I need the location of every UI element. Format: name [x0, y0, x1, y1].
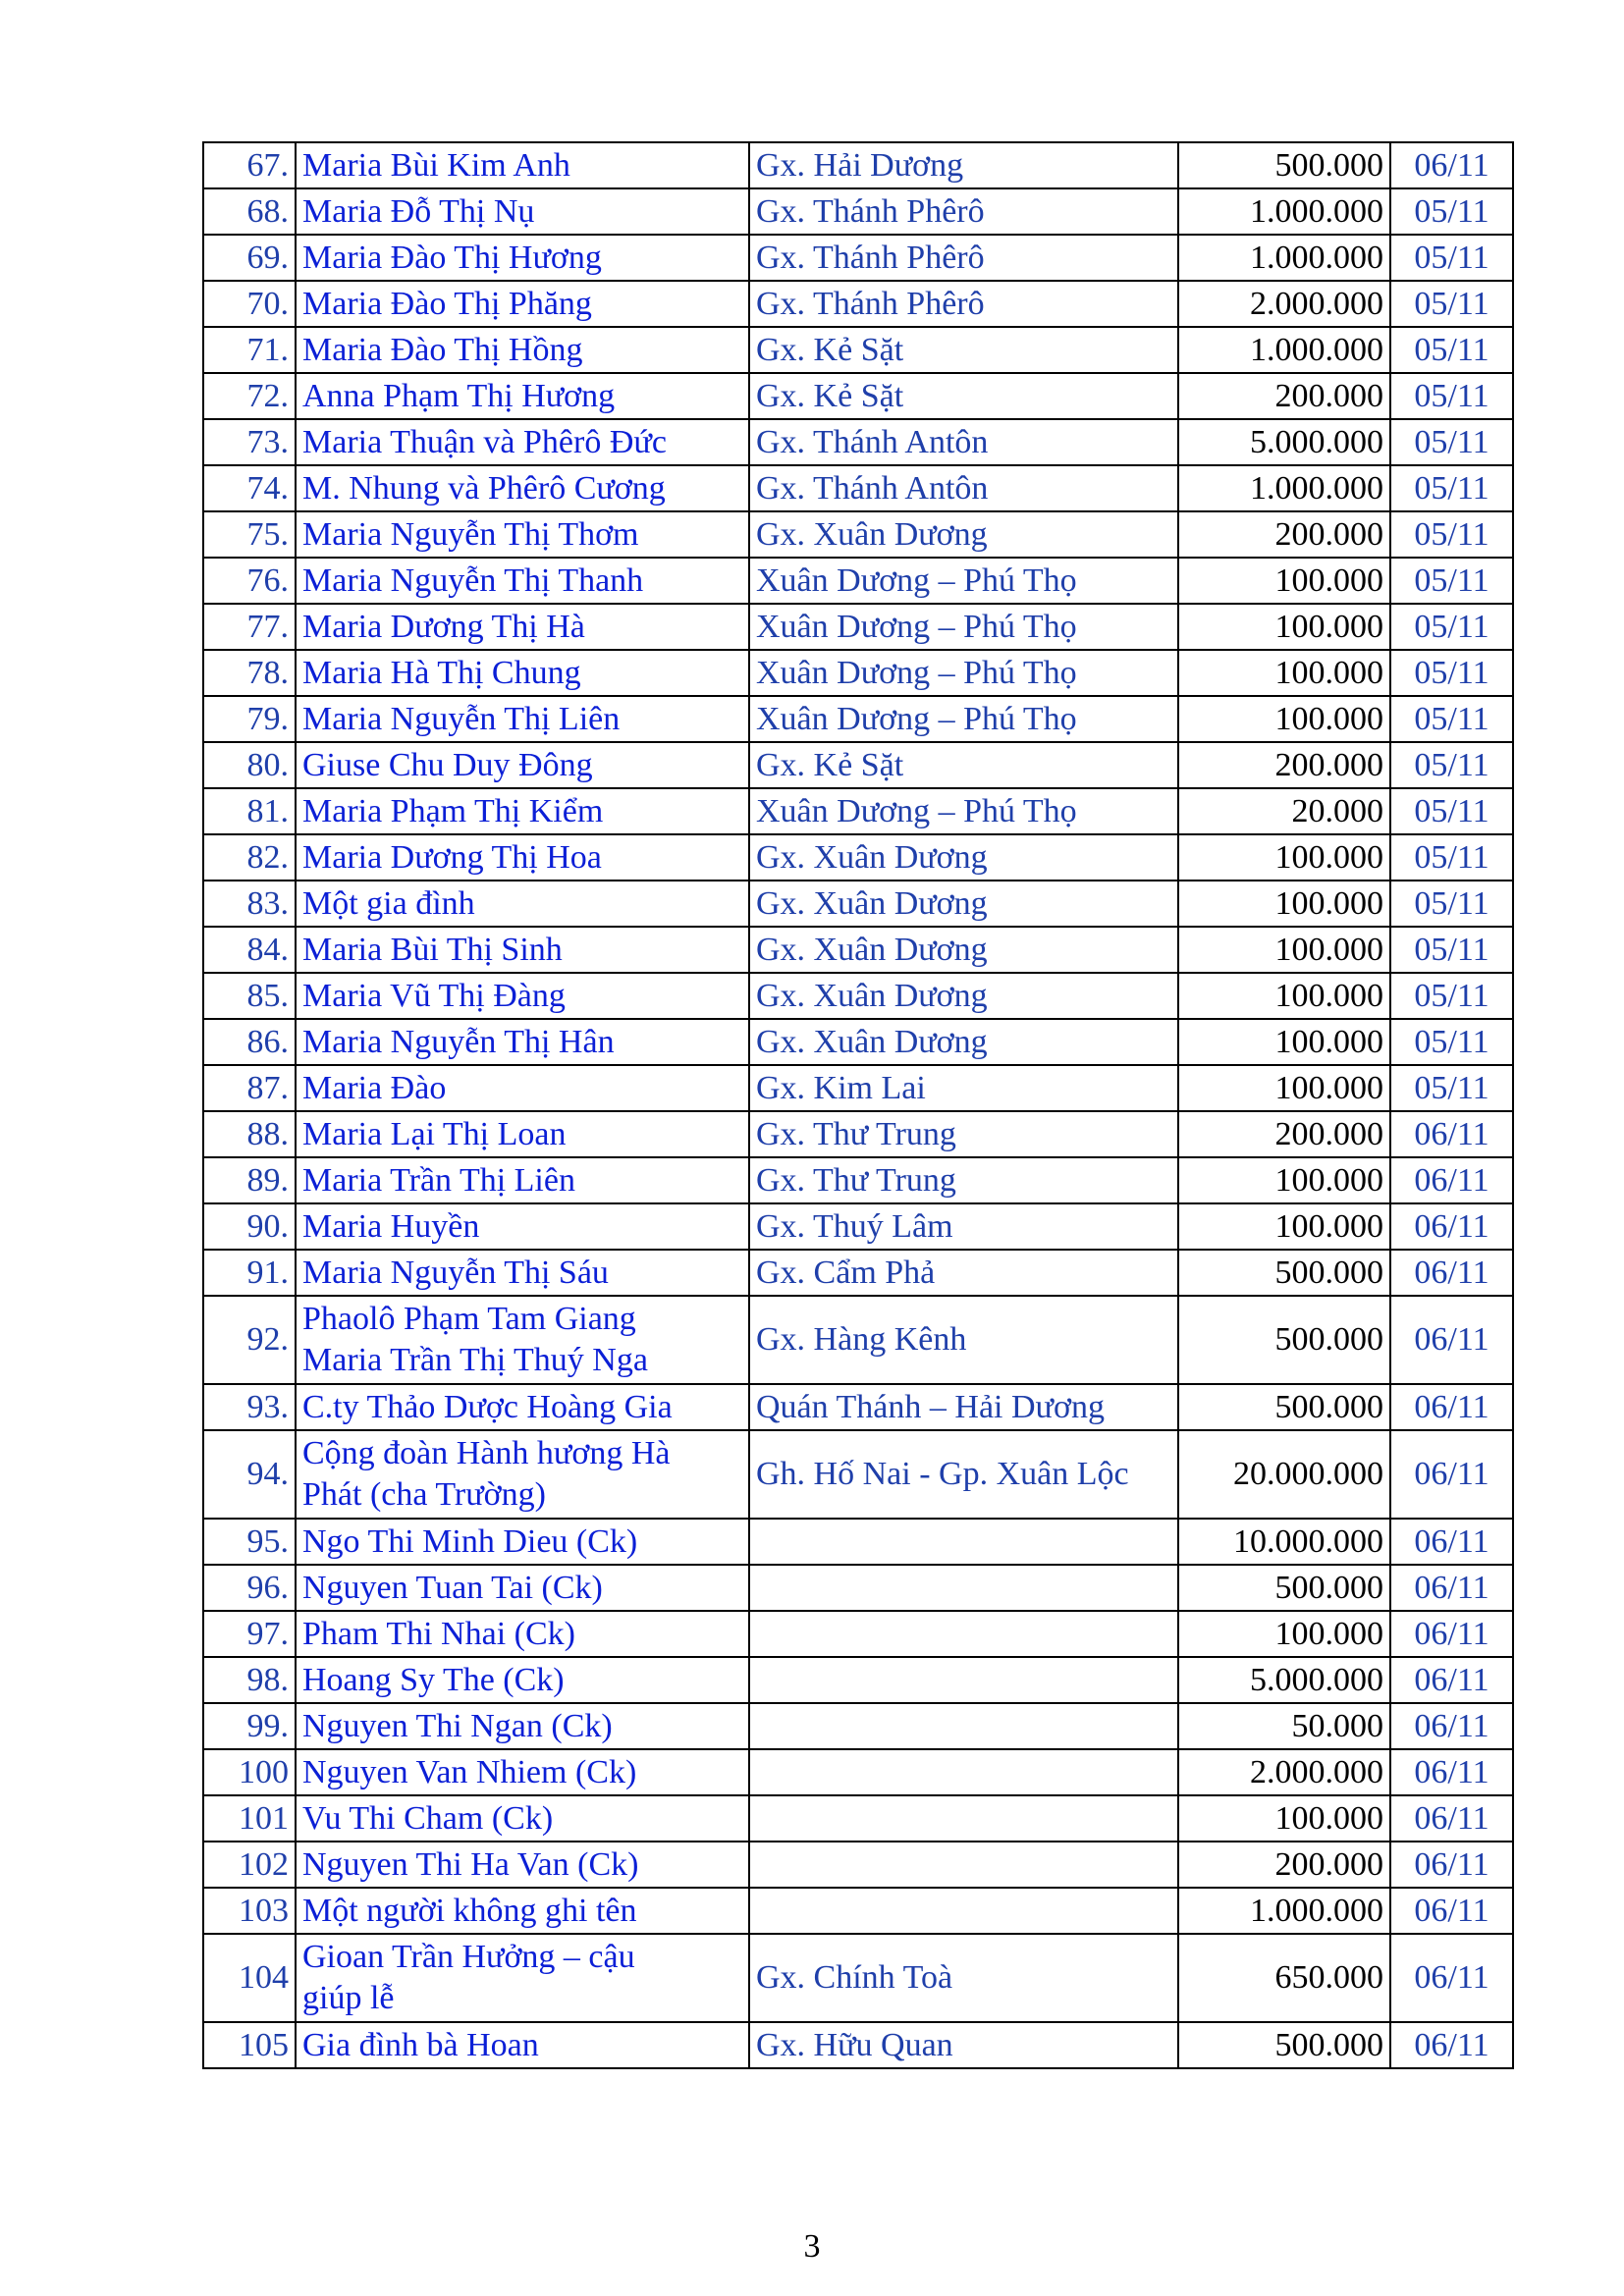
parish-cell: Xuân Dương – Phú Thọ: [749, 558, 1178, 604]
amount-cell: 100.000: [1178, 1157, 1390, 1203]
row-number-cell: 91.: [203, 1250, 296, 1296]
table-row: [203, 973, 1513, 1019]
amount-cell: 100.000: [1178, 1019, 1390, 1065]
table-row: [203, 511, 1513, 558]
parish-cell: Gx. Xuân Dương: [749, 511, 1178, 558]
date-cell: 05/11: [1390, 558, 1513, 604]
donor-name-cell: [296, 1430, 749, 1519]
row-number-cell: 101: [203, 1795, 296, 1842]
parish-cell: Gx. Xuân Dương: [749, 927, 1178, 973]
donor-name-cell: Maria Hà Thị Chung: [296, 650, 749, 696]
donor-name-line: Cộng đoàn Hành hương Hà: [302, 1435, 671, 1471]
row-number-cell: 72.: [203, 373, 296, 419]
donor-name-cell: C.ty Thảo Dược Hoàng Gia: [296, 1384, 749, 1430]
date-cell: 06/11: [1390, 1296, 1513, 1384]
date-cell: 06/11: [1390, 1430, 1513, 1519]
table-row: [203, 419, 1513, 465]
donor-name-cell: Pham Thi Nhai (Ck): [296, 1611, 749, 1657]
parish-cell: Gx. Kim Lai: [749, 1065, 1178, 1111]
date-cell: 06/11: [1390, 1703, 1513, 1749]
row-number-cell: 84.: [203, 927, 296, 973]
table-row: [203, 2022, 1513, 2068]
parish-cell: Gx. Xuân Dương: [749, 1019, 1178, 1065]
parish-cell: [749, 1703, 1178, 1749]
table-row: [203, 1296, 1513, 1384]
donor-name-cell: Vu Thi Cham (Ck): [296, 1795, 749, 1842]
donor-name-cell: Maria Lại Thị Loan: [296, 1111, 749, 1157]
amount-cell: 100.000: [1178, 1065, 1390, 1111]
table-row: [203, 1519, 1513, 1565]
amount-cell: 1.000.000: [1178, 1888, 1390, 1934]
row-number-cell: 71.: [203, 327, 296, 373]
page-number: 3: [803, 2228, 821, 2265]
table-row: [203, 650, 1513, 696]
row-number-cell: 88.: [203, 1111, 296, 1157]
parish-cell: [749, 1657, 1178, 1703]
table-row: [203, 1934, 1513, 2022]
date-cell: 06/11: [1390, 1384, 1513, 1430]
donor-name-cell: Maria Dương Thị Hoa: [296, 834, 749, 881]
parish-cell: Xuân Dương – Phú Thọ: [749, 650, 1178, 696]
row-number-cell: 97.: [203, 1611, 296, 1657]
table-row: [203, 1888, 1513, 1934]
amount-cell: 100.000: [1178, 834, 1390, 881]
parish-cell: Gx. Thánh Phêrô: [749, 188, 1178, 235]
table-row: [203, 1250, 1513, 1296]
row-number-cell: 102: [203, 1842, 296, 1888]
date-cell: 05/11: [1390, 327, 1513, 373]
parish-cell: Gx. Cẩm Phả: [749, 1250, 1178, 1296]
donor-name-cell: [296, 1934, 749, 2022]
row-number-cell: 95.: [203, 1519, 296, 1565]
parish-cell: Gx. Xuân Dương: [749, 973, 1178, 1019]
table-row: [203, 1065, 1513, 1111]
donor-name-cell: Maria Phạm Thị Kiểm: [296, 788, 749, 834]
parish-cell: Gx. Xuân Dương: [749, 834, 1178, 881]
date-cell: 06/11: [1390, 1842, 1513, 1888]
table-row: [203, 1430, 1513, 1519]
table-row: [203, 1611, 1513, 1657]
donor-name-cell: Maria Nguyễn Thị Sáu: [296, 1250, 749, 1296]
date-cell: 05/11: [1390, 373, 1513, 419]
row-number-cell: 82.: [203, 834, 296, 881]
amount-cell: 500.000: [1178, 1565, 1390, 1611]
table-row: [203, 188, 1513, 235]
donor-name-cell: Maria Huyền: [296, 1203, 749, 1250]
donor-name-line: Phát (cha Trường): [302, 1476, 546, 1513]
parish-cell: Gh. Hố Nai - Gp. Xuân Lộc: [749, 1430, 1178, 1519]
table-row: [203, 558, 1513, 604]
parish-cell: Gx. Xuân Dương: [749, 881, 1178, 927]
donor-name-cell: Giuse Chu Duy Đông: [296, 742, 749, 788]
row-number-cell: 75.: [203, 511, 296, 558]
table-row: [203, 1203, 1513, 1250]
amount-cell: 200.000: [1178, 511, 1390, 558]
date-cell: 05/11: [1390, 834, 1513, 881]
date-cell: 05/11: [1390, 188, 1513, 235]
amount-cell: 50.000: [1178, 1703, 1390, 1749]
table-row: [203, 235, 1513, 281]
parish-cell: [749, 1611, 1178, 1657]
amount-cell: 500.000: [1178, 1250, 1390, 1296]
donor-name-cell: [296, 1296, 749, 1384]
donor-name-cell: Maria Bùi Thị Sinh: [296, 927, 749, 973]
amount-cell: 100.000: [1178, 927, 1390, 973]
row-number-cell: 104: [203, 1934, 296, 2022]
amount-cell: 200.000: [1178, 742, 1390, 788]
amount-cell: 100.000: [1178, 1611, 1390, 1657]
parish-cell: Gx. Thánh Phêrô: [749, 281, 1178, 327]
amount-cell: 1.000.000: [1178, 188, 1390, 235]
parish-cell: [749, 1565, 1178, 1611]
donor-name-cell: Maria Dương Thị Hà: [296, 604, 749, 650]
parish-cell: Gx. Hữu Quan: [749, 2022, 1178, 2068]
parish-cell: Gx. Kẻ Sặt: [749, 373, 1178, 419]
donor-name-cell: Maria Đào Thị Phăng: [296, 281, 749, 327]
amount-cell: 200.000: [1178, 373, 1390, 419]
table-row: [203, 927, 1513, 973]
amount-cell: 5.000.000: [1178, 1657, 1390, 1703]
date-cell: 05/11: [1390, 511, 1513, 558]
amount-cell: 100.000: [1178, 1795, 1390, 1842]
parish-cell: Xuân Dương – Phú Thọ: [749, 696, 1178, 742]
date-cell: 06/11: [1390, 1203, 1513, 1250]
parish-cell: Gx. Kẻ Sặt: [749, 327, 1178, 373]
date-cell: 05/11: [1390, 1019, 1513, 1065]
date-cell: 06/11: [1390, 1250, 1513, 1296]
date-cell: 05/11: [1390, 650, 1513, 696]
date-cell: 06/11: [1390, 1888, 1513, 1934]
date-cell: 06/11: [1390, 1111, 1513, 1157]
amount-cell: 500.000: [1178, 2022, 1390, 2068]
date-cell: 06/11: [1390, 1611, 1513, 1657]
amount-cell: 100.000: [1178, 696, 1390, 742]
row-number-cell: 100: [203, 1749, 296, 1795]
parish-cell: Gx. Thuý Lâm: [749, 1203, 1178, 1250]
date-cell: 05/11: [1390, 973, 1513, 1019]
parish-cell: Gx. Thư Trung: [749, 1111, 1178, 1157]
row-number-cell: 103: [203, 1888, 296, 1934]
date-cell: 05/11: [1390, 604, 1513, 650]
donor-name-cell: Maria Đào: [296, 1065, 749, 1111]
parish-cell: Gx. Hải Dương: [749, 142, 1178, 188]
parish-cell: Xuân Dương – Phú Thọ: [749, 604, 1178, 650]
amount-cell: 10.000.000: [1178, 1519, 1390, 1565]
date-cell: 06/11: [1390, 1157, 1513, 1203]
parish-cell: Gx. Chính Toà: [749, 1934, 1178, 2022]
donor-name-line: giúp lễ: [302, 1980, 395, 2016]
donor-name-cell: Maria Nguyễn Thị Hân: [296, 1019, 749, 1065]
amount-cell: 2.000.000: [1178, 1749, 1390, 1795]
amount-cell: 2.000.000: [1178, 281, 1390, 327]
row-number-cell: 94.: [203, 1430, 296, 1519]
date-cell: 06/11: [1390, 1795, 1513, 1842]
donor-name-cell: Maria Nguyễn Thị Thơm: [296, 511, 749, 558]
parish-cell: [749, 1888, 1178, 1934]
amount-cell: 20.000.000: [1178, 1430, 1390, 1519]
donor-name-cell: Maria Đào Thị Hương: [296, 235, 749, 281]
row-number-cell: 79.: [203, 696, 296, 742]
row-number-cell: 78.: [203, 650, 296, 696]
donor-name-cell: Một người không ghi tên: [296, 1888, 749, 1934]
date-cell: 06/11: [1390, 1565, 1513, 1611]
table-row: [203, 1749, 1513, 1795]
parish-cell: Gx. Kẻ Sặt: [749, 742, 1178, 788]
donor-name-cell: Maria Trần Thị Liên: [296, 1157, 749, 1203]
row-number-cell: 67.: [203, 142, 296, 188]
donor-name-cell: M. Nhung và Phêrô Cương: [296, 465, 749, 511]
date-cell: 05/11: [1390, 742, 1513, 788]
donor-name-cell: Gia đình bà Hoan: [296, 2022, 749, 2068]
donation-table-body: [203, 142, 1513, 2068]
table-row: [203, 1842, 1513, 1888]
parish-cell: [749, 1795, 1178, 1842]
parish-cell: Xuân Dương – Phú Thọ: [749, 788, 1178, 834]
donor-name-cell: Nguyen Tuan Tai (Ck): [296, 1565, 749, 1611]
row-number-cell: 86.: [203, 1019, 296, 1065]
donor-name-cell: Maria Nguyễn Thị Liên: [296, 696, 749, 742]
table-row: [203, 788, 1513, 834]
row-number-cell: 105: [203, 2022, 296, 2068]
row-number-cell: 83.: [203, 881, 296, 927]
donor-name-cell: Maria Nguyễn Thị Thanh: [296, 558, 749, 604]
parish-cell: Gx. Thánh Antôn: [749, 419, 1178, 465]
donor-name-line: Gioan Trần Hưởng – cậu: [302, 1939, 635, 1975]
row-number-cell: 89.: [203, 1157, 296, 1203]
date-cell: 05/11: [1390, 1065, 1513, 1111]
table-row: [203, 142, 1513, 188]
amount-cell: 100.000: [1178, 881, 1390, 927]
table-row: [203, 696, 1513, 742]
row-number-cell: 73.: [203, 419, 296, 465]
parish-cell: Gx. Thánh Antôn: [749, 465, 1178, 511]
amount-cell: 500.000: [1178, 1296, 1390, 1384]
amount-cell: 1.000.000: [1178, 235, 1390, 281]
amount-cell: 500.000: [1178, 1384, 1390, 1430]
date-cell: 05/11: [1390, 235, 1513, 281]
parish-cell: [749, 1749, 1178, 1795]
table-row: [203, 881, 1513, 927]
amount-cell: 100.000: [1178, 650, 1390, 696]
amount-cell: 200.000: [1178, 1111, 1390, 1157]
amount-cell: 500.000: [1178, 142, 1390, 188]
donor-name-cell: Maria Vũ Thị Đàng: [296, 973, 749, 1019]
parish-cell: Quán Thánh – Hải Dương: [749, 1384, 1178, 1430]
row-number-cell: 81.: [203, 788, 296, 834]
row-number-cell: 87.: [203, 1065, 296, 1111]
table-row: [203, 834, 1513, 881]
donor-name-cell: Nguyen Thi Ngan (Ck): [296, 1703, 749, 1749]
amount-cell: 200.000: [1178, 1842, 1390, 1888]
amount-cell: 1.000.000: [1178, 327, 1390, 373]
parish-cell: Gx. Thánh Phêrô: [749, 235, 1178, 281]
row-number-cell: 92.: [203, 1296, 296, 1384]
row-number-cell: 74.: [203, 465, 296, 511]
donor-name-cell: Maria Bùi Kim Anh: [296, 142, 749, 188]
row-number-cell: 99.: [203, 1703, 296, 1749]
date-cell: 05/11: [1390, 881, 1513, 927]
table-row: [203, 1111, 1513, 1157]
parish-cell: [749, 1519, 1178, 1565]
row-number-cell: 80.: [203, 742, 296, 788]
date-cell: 05/11: [1390, 465, 1513, 511]
table-row: [203, 1565, 1513, 1611]
amount-cell: 20.000: [1178, 788, 1390, 834]
date-cell: 06/11: [1390, 1749, 1513, 1795]
date-cell: 06/11: [1390, 1657, 1513, 1703]
date-cell: 05/11: [1390, 927, 1513, 973]
amount-cell: 100.000: [1178, 604, 1390, 650]
table-row: [203, 1795, 1513, 1842]
date-cell: 06/11: [1390, 2022, 1513, 2068]
donor-name-cell: Maria Thuận và Phêrô Đức: [296, 419, 749, 465]
donor-name-cell: Nguyen Van Nhiem (Ck): [296, 1749, 749, 1795]
donor-name-cell: Maria Đỗ Thị Nụ: [296, 188, 749, 235]
table-row: [203, 373, 1513, 419]
table-row: [203, 465, 1513, 511]
donation-table: [202, 141, 1514, 2069]
donor-name-line: Phaolô Phạm Tam Giang: [302, 1301, 636, 1337]
donor-name-cell: Anna Phạm Thị Hương: [296, 373, 749, 419]
parish-cell: Gx. Thư Trung: [749, 1157, 1178, 1203]
date-cell: 05/11: [1390, 788, 1513, 834]
row-number-cell: 69.: [203, 235, 296, 281]
donor-name-cell: Nguyen Thi Ha Van (Ck): [296, 1842, 749, 1888]
table-row: [203, 1657, 1513, 1703]
parish-cell: [749, 1842, 1178, 1888]
donor-name-cell: Ngo Thi Minh Dieu (Ck): [296, 1519, 749, 1565]
table-row: [203, 327, 1513, 373]
row-number-cell: 98.: [203, 1657, 296, 1703]
date-cell: 06/11: [1390, 1519, 1513, 1565]
row-number-cell: 76.: [203, 558, 296, 604]
amount-cell: 5.000.000: [1178, 419, 1390, 465]
amount-cell: 1.000.000: [1178, 465, 1390, 511]
row-number-cell: 90.: [203, 1203, 296, 1250]
date-cell: 05/11: [1390, 419, 1513, 465]
donor-name-cell: Maria Đào Thị Hồng: [296, 327, 749, 373]
row-number-cell: 70.: [203, 281, 296, 327]
date-cell: 06/11: [1390, 1934, 1513, 2022]
amount-cell: 650.000: [1178, 1934, 1390, 2022]
table-row: [203, 1703, 1513, 1749]
date-cell: 05/11: [1390, 281, 1513, 327]
amount-cell: 100.000: [1178, 1203, 1390, 1250]
row-number-cell: 77.: [203, 604, 296, 650]
row-number-cell: 85.: [203, 973, 296, 1019]
row-number-cell: 96.: [203, 1565, 296, 1611]
date-cell: 05/11: [1390, 696, 1513, 742]
table-row: [203, 604, 1513, 650]
table-row: [203, 281, 1513, 327]
date-cell: 06/11: [1390, 142, 1513, 188]
amount-cell: 100.000: [1178, 973, 1390, 1019]
table-row: [203, 1019, 1513, 1065]
amount-cell: 100.000: [1178, 558, 1390, 604]
table-row: [203, 1157, 1513, 1203]
table-row: [203, 1384, 1513, 1430]
donor-name-cell: Một gia đình: [296, 881, 749, 927]
donor-name-line: Maria Trần Thị Thuý Nga: [302, 1342, 648, 1378]
parish-cell: Gx. Hàng Kênh: [749, 1296, 1178, 1384]
donor-name-cell: Hoang Sy The (Ck): [296, 1657, 749, 1703]
row-number-cell: 93.: [203, 1384, 296, 1430]
row-number-cell: 68.: [203, 188, 296, 235]
table-row: [203, 742, 1513, 788]
